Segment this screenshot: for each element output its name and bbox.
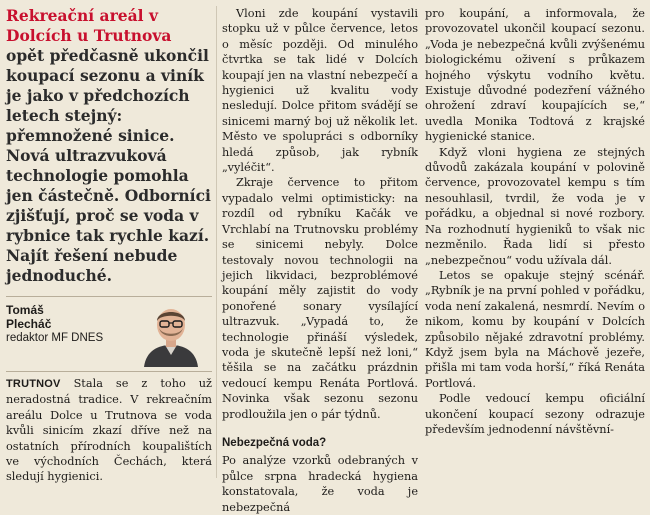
paragraph: Když vloni hygiena ze stejných důvodů zakázala koupání v polovině července, provozovatel kempu s tím nesouhlasil, tvrdil, že voda je v pořádku, a objednal si nové rozbory. Na rozhodnutí hygieniků to však nic nezměnilo. Řada lidí si přesto „nebezpečnou“ vodu užívala dál. <box>425 145 645 267</box>
subheading: Nebezpečná voda? <box>222 436 327 449</box>
paragraph: pro koupání, a informovala, že provozovatel ukončil koupací sezonu. „Voda je nebezpečná kvůli zvýšenému biologickému oživení s průkazem hojného výskytu vodního květu. Existuje důvodné podezření vážného ohrožení zdraví koupajících se,“ uvedla Monika Todtová z krajské hygienické stanice. <box>425 7 645 144</box>
column-1 <box>6 0 212 484</box>
article-lead <box>6 6 212 286</box>
paragraph: Zkraje července to přitom vypadalo velmi optimisticky: na rozdíl od rybníku Kačák ve Vrchlabí na Trutnovsku problémy se sinicemi nebyly. Dolce testovaly novou technologii na jejich likvidaci, bezproblémové koupání měly zajistit do vody ponořené sonary vysílající ultrazvuk. „Vypadá to, že technologie přináší výsledek, voda je skutečně lepší než loni,“ těšila se na začátku prázdnin vedoucí kempu Renáta Portlová. Novinka však sezonu sezonu prodloužila jen o pár týdnů. <box>222 176 418 421</box>
article-body-col1 <box>6 371 212 485</box>
author-last-name: Plecháč <box>6 317 52 331</box>
paragraph: Letos se opakuje stejný scénář. „Rybník je na první pohled v pořádku, voda není zakalená, nesmrdí. Nevím o nikom, komu by koupání v Dolcích způsobilo nějaké zdravotní problémy. Když jsem byla na Máchově jezeře, přišla mi tam voda horší,“ říká Renáta Portlová. <box>425 268 645 390</box>
paragraph: Podle vedoucí kempu oficiální ukončení koupací sezony odrazuje především jednodenní návštěvní- <box>425 392 645 436</box>
author-role: redaktor MF DNES <box>6 332 104 344</box>
column-divider <box>216 6 217 478</box>
author-portrait <box>138 299 204 367</box>
lead-text: opět předčasně ukončil koupací sezonu a viník je jako v předchozích letech stejný: přemnožené sinice. Nová ultrazvuková technologie pomohla jen částečně. Odborníci zjišťují, proč se voda v rybnice tak rychle kazí. Najít řešení nebude jednoduché. <box>6 46 211 285</box>
article-body-col3 <box>425 6 645 437</box>
lead-accent: Rekreační areál v Dolcích u Trutnova <box>6 6 172 45</box>
article-body-col2 <box>222 6 418 515</box>
author-first-name: Tomáš <box>6 303 44 317</box>
column-2 <box>222 0 418 514</box>
column-3 <box>425 0 645 484</box>
paragraph-text: Stala se z toho už neradostná tradice. V rekreačním areálu Dolce u Trutnova se voda kvůli sinicím zkazí dříve než na ostatních přírodních koupalištích ve východních Čechách, která sledují hygienici. <box>6 377 212 484</box>
author-byline <box>6 296 212 365</box>
paragraph: Vloni zde koupání vystavili stopku už v půlce července, letos o měsíc později. Od minulého čtvrtka se tak lidé v Dolcích koupají jen na vlastní nebezpečí a hygienici už kvalitu vody nesledují. Dolce přitom svádějí se sinicemi marný boj už několik let. Město ve spolupráci s odborníky hledá způsob, jak rybník „vyléčit“. <box>222 7 418 175</box>
paragraph: Po analýze vzorků odebraných v půlce srpna hradecká hygiena konstatovala, že voda je nebezpečná <box>222 454 418 514</box>
dateline: TRUTNOV <box>6 378 61 390</box>
paragraph <box>6 376 212 485</box>
